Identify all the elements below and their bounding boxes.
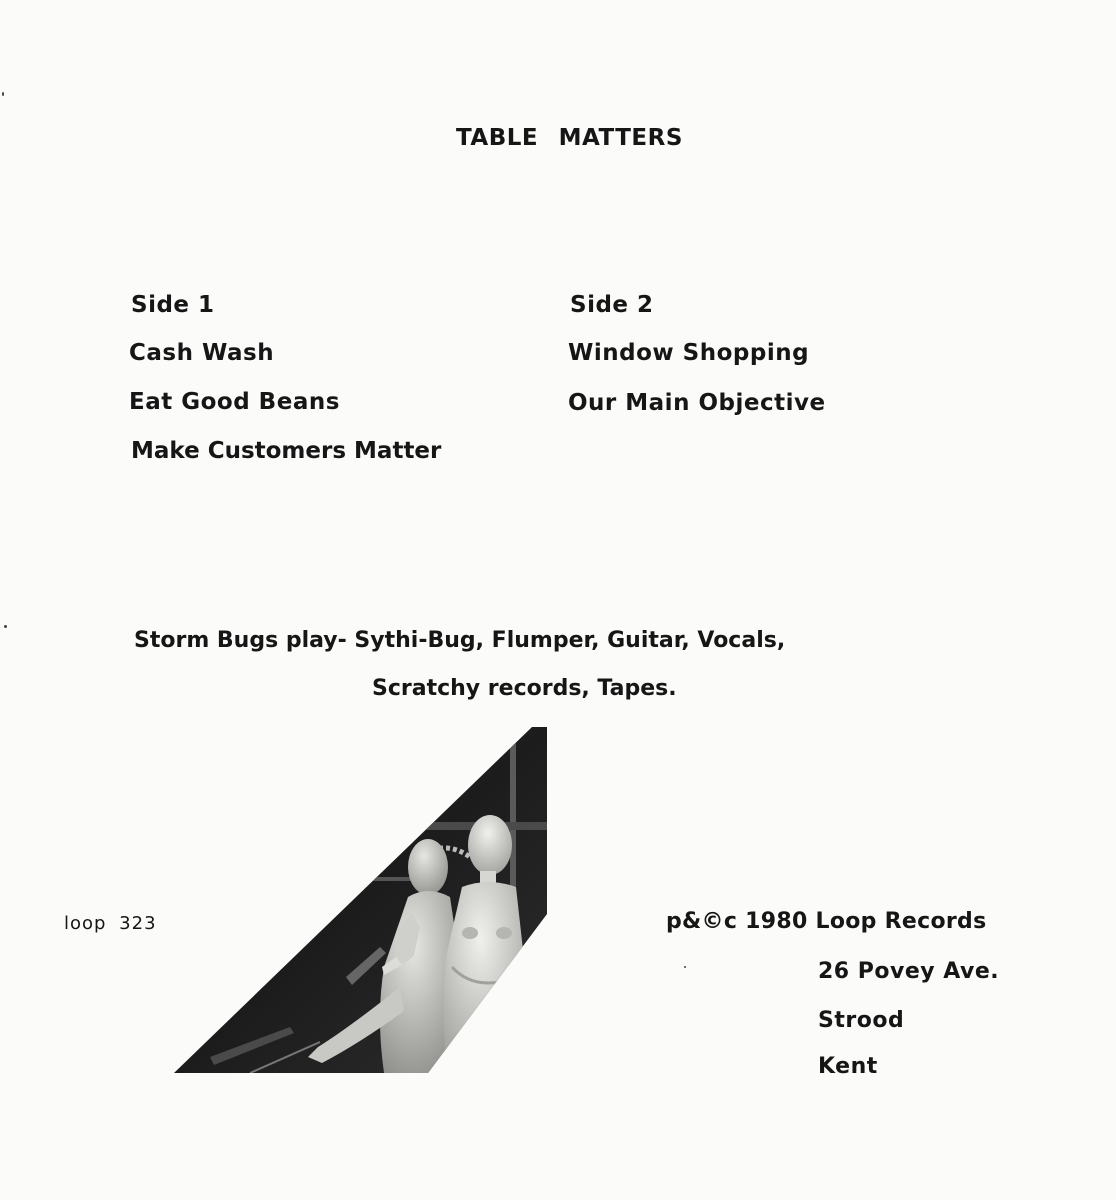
side-2-heading: Side 2	[570, 292, 654, 318]
copyright-line: p&©c 1980 Loop Records	[666, 909, 987, 934]
side-1-heading: Side 1	[131, 292, 215, 318]
address-town: Strood	[818, 1008, 905, 1033]
catalog-number: loop 323	[64, 913, 157, 934]
address-street: 26 Povey Ave.	[818, 959, 1000, 984]
album-title: TABLE MATTERS	[456, 125, 683, 151]
print-speck	[4, 625, 7, 628]
track-our-main-objective: Our Main Objective	[568, 390, 826, 416]
track-eat-good-beans: Eat Good Beans	[129, 389, 340, 415]
address-county: Kent	[818, 1054, 878, 1079]
print-speck	[684, 966, 686, 968]
credits-line-1: Storm Bugs play- Sythi-Bug, Flumper, Guitar, Vocals,	[134, 628, 786, 653]
track-make-customers-matter: Make Customers Matter	[131, 438, 442, 464]
mannequin-photo	[170, 727, 550, 1075]
track-window-shopping: Window Shopping	[568, 340, 810, 366]
print-speck	[2, 92, 4, 96]
track-cash-wash: Cash Wash	[129, 340, 275, 366]
credits-line-2: Scratchy records, Tapes.	[372, 676, 677, 701]
